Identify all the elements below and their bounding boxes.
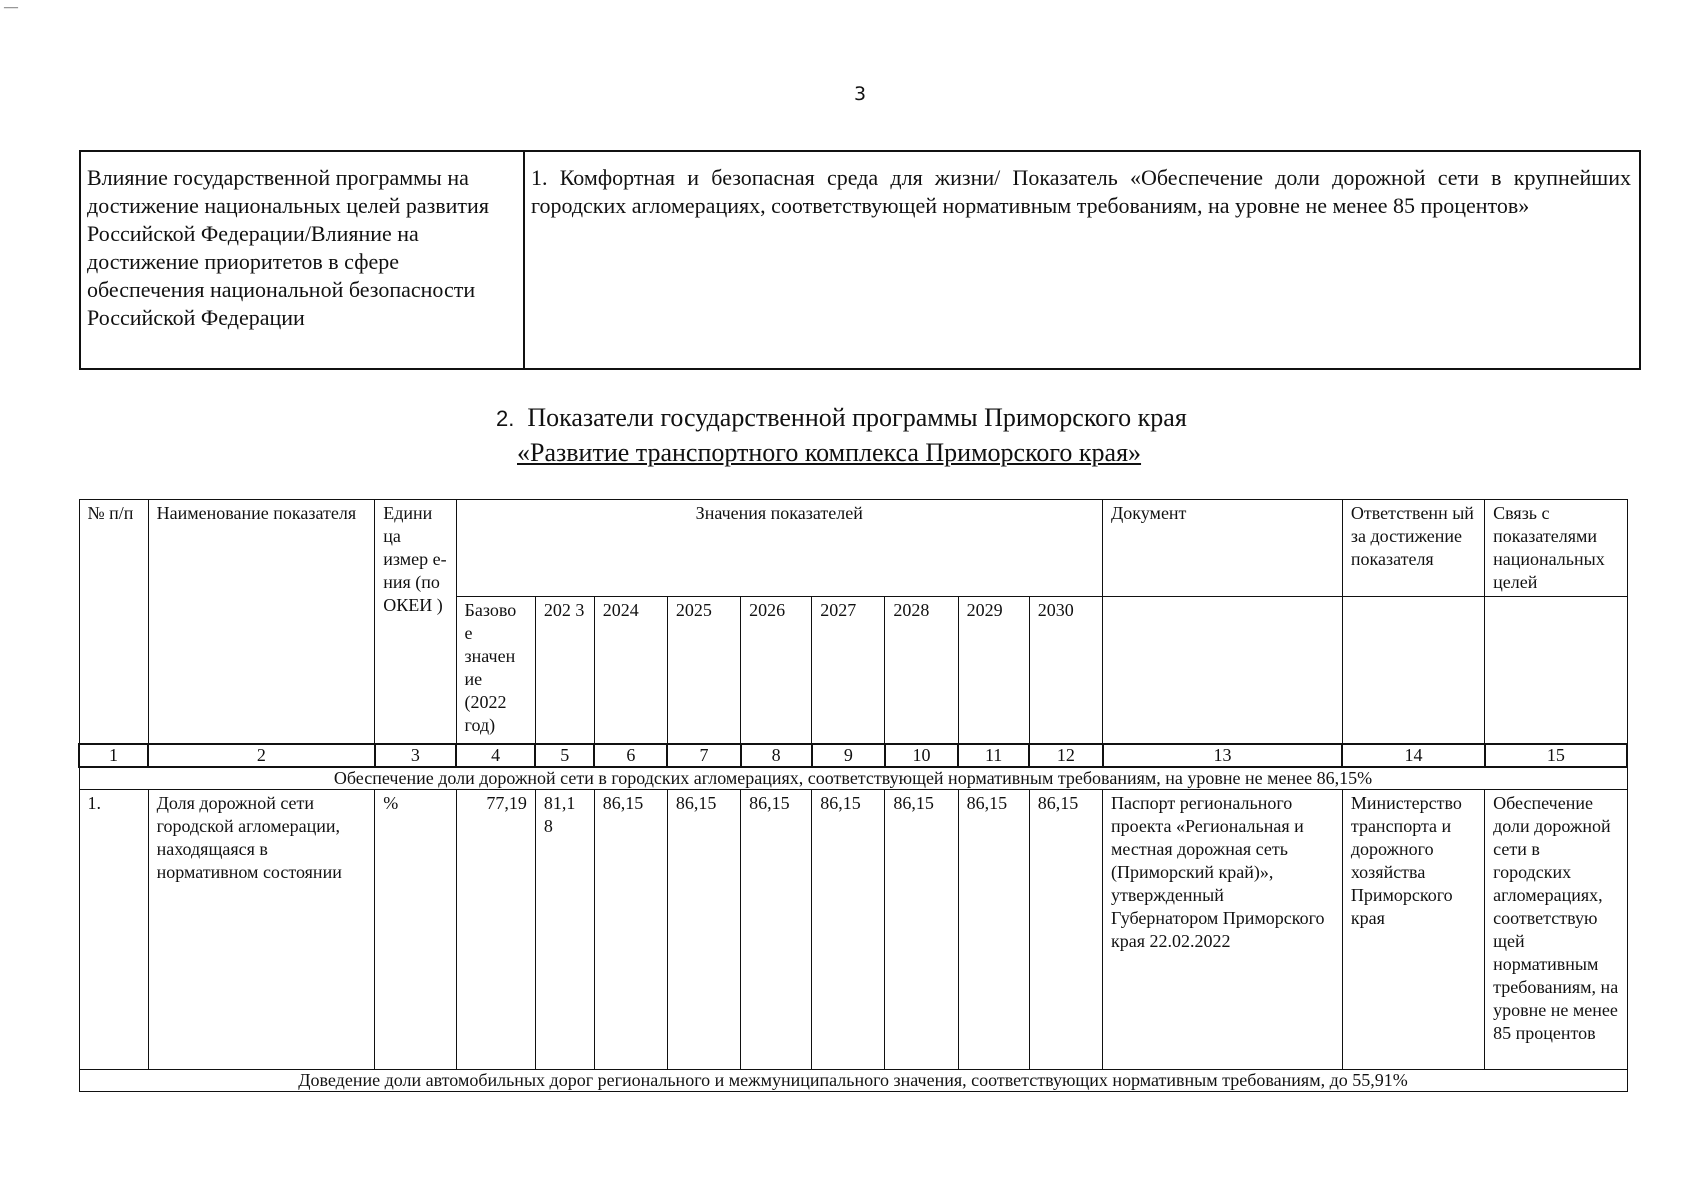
column-number: 12 (1029, 744, 1102, 767)
header-name: Наименование показателя (148, 500, 375, 745)
influence-text: 1. Комфортная и безопасная среда для жизни/ Показатель «Обеспечение доли дорожной сети в крупнейших городских агломерациях, соответствующей нормативным требованиям, на уровне не менее 85 процентов» (524, 151, 1640, 369)
row-link: Обеспечение доли дорожной сети в городских агломерациях, соответствую щей нормативным требованиям, на уровне не менее 85 процентов (1485, 790, 1627, 1070)
column-number: 2 (148, 744, 375, 767)
header-unit: Едини ца измер е-ния (по ОКЕИ ) (375, 500, 456, 745)
row-2029: 86,15 (958, 790, 1029, 1070)
header-2027: 2027 (812, 597, 885, 745)
header-document: Документ (1103, 500, 1343, 597)
header-link-empty (1485, 597, 1627, 745)
header-num: № п/п (79, 500, 148, 745)
corner-mark: — (4, 0, 18, 15)
page-number: 3 (853, 83, 867, 105)
header-2025: 2025 (667, 597, 740, 745)
header-2029: 2029 (958, 597, 1029, 745)
column-number: 13 (1103, 744, 1343, 767)
table-row (79, 790, 1627, 1070)
row-2027: 86,15 (812, 790, 885, 1070)
header-base: Базово е значен ие (2022 год) (456, 597, 535, 745)
header-link: Связь с показателями национальных целей (1485, 500, 1627, 597)
header-2030: 2030 (1029, 597, 1102, 745)
header-2023: 202 3 (535, 597, 594, 745)
row-2026: 86,15 (741, 790, 812, 1070)
section-row-2 (79, 1070, 1627, 1092)
header-responsible-empty (1342, 597, 1484, 745)
column-number: 1 (79, 744, 148, 767)
column-number: 3 (375, 744, 456, 767)
section-title-1: Обеспечение доли дорожной сети в городских агломерациях, соответствующей нормативным требованиям, на уровне не менее 86,15% (79, 767, 1627, 790)
header-2026: 2026 (741, 597, 812, 745)
row-num: 1. (79, 790, 148, 1070)
influence-label: Влияние государственной программы на достижение национальных целей развития Российской Федерации/Влияние на достижение приоритетов в сфере обеспечения национальной безопасности Российской Федерации (80, 151, 524, 369)
program-title: «Развитие транспортного комплекса Приморского края» (517, 438, 1142, 467)
row-2030: 86,15 (1029, 790, 1102, 1070)
column-number: 15 (1485, 744, 1627, 767)
header-2028: 2028 (885, 597, 958, 745)
header-values: Значения показателей (456, 500, 1102, 597)
row-document: Паспорт регионального проекта «Региональная и местная дорожная сеть (Приморский край)», утвержденный Губернатором Приморского края 22.02.2022 (1103, 790, 1343, 1070)
column-number: 4 (456, 744, 535, 767)
column-number: 8 (741, 744, 812, 767)
column-number: 7 (667, 744, 740, 767)
row-unit: % (375, 790, 456, 1070)
column-number: 5 (535, 744, 594, 767)
row-base: 77,19 (456, 790, 535, 1070)
column-number: 6 (594, 744, 667, 767)
header-2024: 2024 (594, 597, 667, 745)
header-row-1 (79, 500, 1627, 597)
section-number: 2. (496, 406, 515, 431)
row-2024: 86,15 (594, 790, 667, 1070)
row-name: Доля дорожной сети городской агломерации, находящаяся в нормативном состоянии (148, 790, 375, 1070)
column-number: 11 (958, 744, 1029, 767)
column-number: 9 (812, 744, 885, 767)
section-heading (496, 403, 1187, 433)
row-2025: 86,15 (667, 790, 740, 1070)
section-title-2: Доведение доли автомобильных дорог регионального и межмуниципального значения, соответствующих нормативным требованиям, до 55,91% (79, 1070, 1627, 1092)
influence-table (79, 150, 1641, 370)
row-responsible: Министерство транспорта и дорожного хозяйства Приморского края (1342, 790, 1484, 1070)
column-number-row (79, 744, 1627, 767)
column-number: 10 (885, 744, 958, 767)
section-title: Показатели государственной программы Приморского края (527, 403, 1187, 432)
row-2023: 81,1 8 (535, 790, 594, 1070)
row-2028: 86,15 (885, 790, 958, 1070)
section-row-1 (79, 767, 1627, 790)
header-document-empty (1103, 597, 1343, 745)
column-number: 14 (1342, 744, 1484, 767)
header-responsible: Ответственн ый за достижение показателя (1342, 500, 1484, 597)
indicators-table (78, 499, 1628, 1092)
